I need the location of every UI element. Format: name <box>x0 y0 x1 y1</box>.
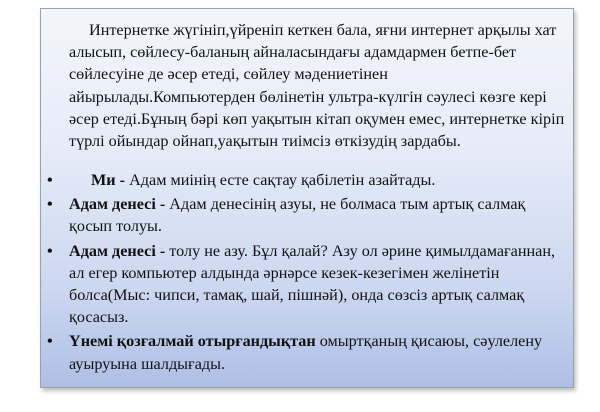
bullet-dot: • <box>47 171 53 189</box>
bullet-dot: • <box>47 241 53 260</box>
bullet-text: Адам миінің есте сақтау қабілетін азайтады. <box>125 171 436 189</box>
bullet-list <box>41 169 575 377</box>
bullet-term: Ми - <box>91 171 126 189</box>
intro-paragraph: Интернетке жүгініп,үйреніп кеткен бала, яғни интернет арқылы хат алысып, сөйлесу-баланың айналасындағы адамдармен бетпе-бет сөйлесуіне де әсер етеді, сөйлеу мәдениетінен айырылады.Компьютерден бөлінетін ультра-күлгін сәулесі көзге кері әсер етеді.Бұның бәрі көп уақытын кітап оқумен емес, интернетке кіріп түрлі ойындар ойнап,уақытын тиімсіз өткізудің зардабы. <box>69 21 565 151</box>
bullet-item-body-1 <box>41 193 564 237</box>
bullet-dot: • <box>47 332 53 351</box>
bullet-term: Адам денесі - <box>69 241 166 260</box>
bullet-item-body-2 <box>41 240 564 329</box>
bullet-term: Үнемі қозғалмай отырғандықтан <box>69 332 316 351</box>
bullet-term: Адам денесі - <box>69 195 166 214</box>
bullet-text: омыртқаның қисаюы, сәулелену ауыруына шалдығады. <box>69 332 543 373</box>
bullet-text: Адам денесінің азуы, не болмаса тым артық салмақ қосып толуы. <box>69 195 526 236</box>
bullet-item-posture <box>41 330 564 374</box>
bullet-text: толу не азу. Бұл қалай? Азу ол әрине қимылдамағаннан, ал егер компьютер алдында әрнәрсе кезек-кезегімен желінетін болса(Мыс: чипси, тамақ, шай, пішнәй), онда сөзсіз артық салмақ қосасыз. <box>69 241 556 327</box>
slide <box>40 8 574 388</box>
bullet-item-brain <box>41 169 564 191</box>
bullet-dot: • <box>47 195 53 214</box>
